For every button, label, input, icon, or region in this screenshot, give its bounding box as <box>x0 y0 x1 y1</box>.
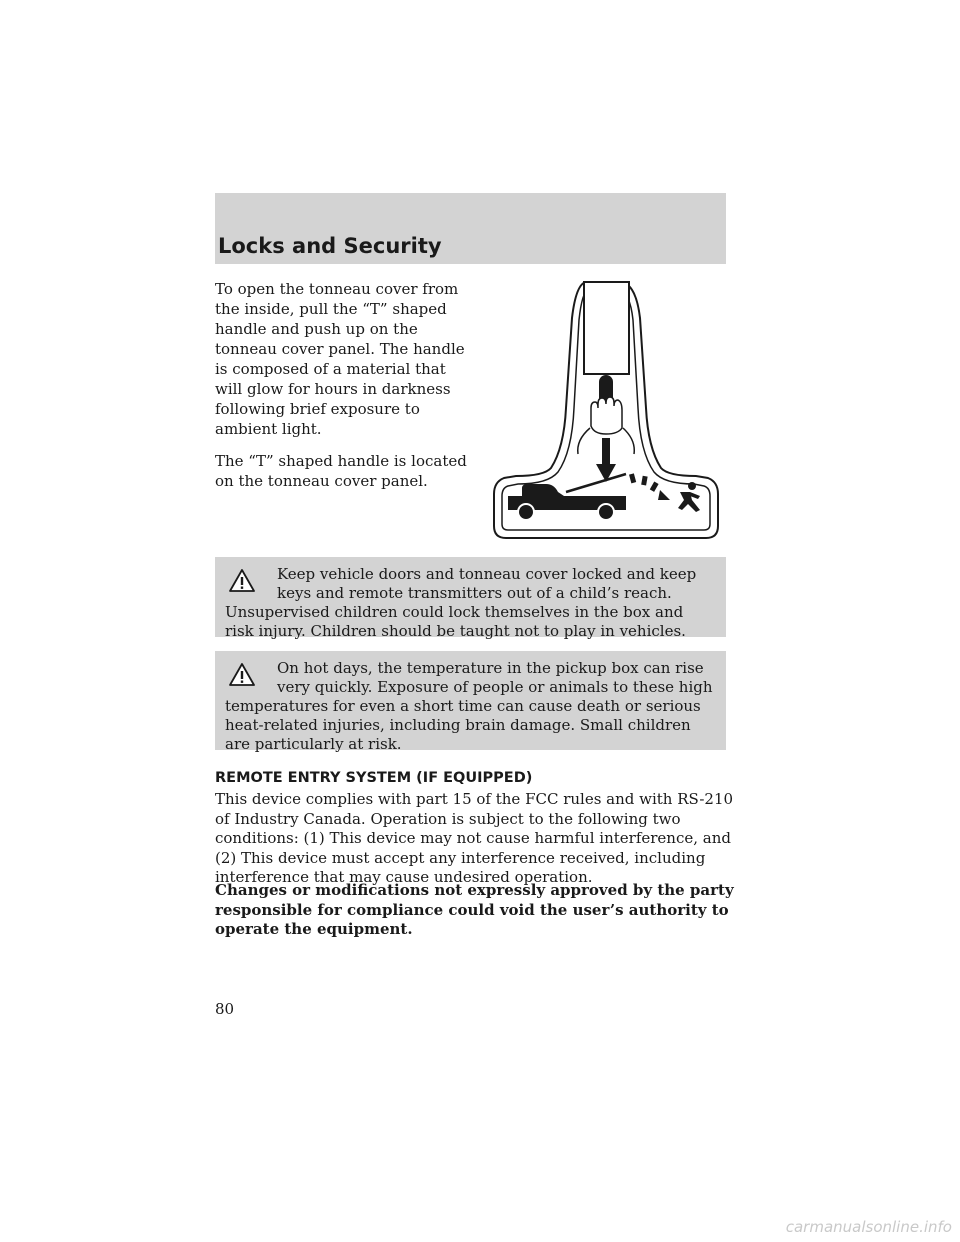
warning-box <box>215 557 726 640</box>
glow-in-dark-t-handle-illustration <box>486 278 726 544</box>
intro-paragraph: The “T” shaped handle is located on the tonneau cover panel. <box>215 452 467 490</box>
modification-warning-text: Changes or modifications not expressly approved by the party responsible for compliance could void the user’s authority to operate the equipment. <box>215 881 734 938</box>
footer-watermark-url: carmanualsonline.info <box>785 1218 952 1236</box>
t-handle-illustration <box>486 278 726 544</box>
remote-entry-heading: REMOTE ENTRY SYSTEM (IF EQUIPPED) <box>215 770 533 786</box>
section-title: Locks and Security <box>218 234 442 258</box>
warning-triangle-icon <box>229 568 255 592</box>
warning-box <box>215 651 726 753</box>
intro-paragraph: To open the tonneau cover from the inside, pull the “T” shaped handle and push up on the tonneau cover panel. The handle is composed of a material that will glow for hours in darkness following brief exposure to ambient light. <box>215 280 465 438</box>
page-number: 80 <box>215 1000 235 1018</box>
warning-text: On hot days, the temperature in the pickup box can rise very quickly. Exposure of people or animals to these high temperatures for even a short time can cause death or serious heat-related injuries, including brain damage. Small children are particularly at risk. <box>225 659 713 753</box>
warning-text: Keep vehicle doors and tonneau cover locked and keep keys and remote transmitters out of a child’s reach. Unsupervised children could lock themselves in the box and risk injury. Children should be taught not to play in vehicles. <box>225 565 697 640</box>
fcc-compliance-text: This device complies with part 15 of the FCC rules and with RS-210 of Industry Canada. Operation is subject to the following two conditions: (1) This device may not cause harmful interference, and (2) This device must accept any interference received, including interference that may cause undesired operation. <box>215 790 734 886</box>
warning-triangle-icon <box>229 662 255 686</box>
intro-text <box>215 279 477 503</box>
